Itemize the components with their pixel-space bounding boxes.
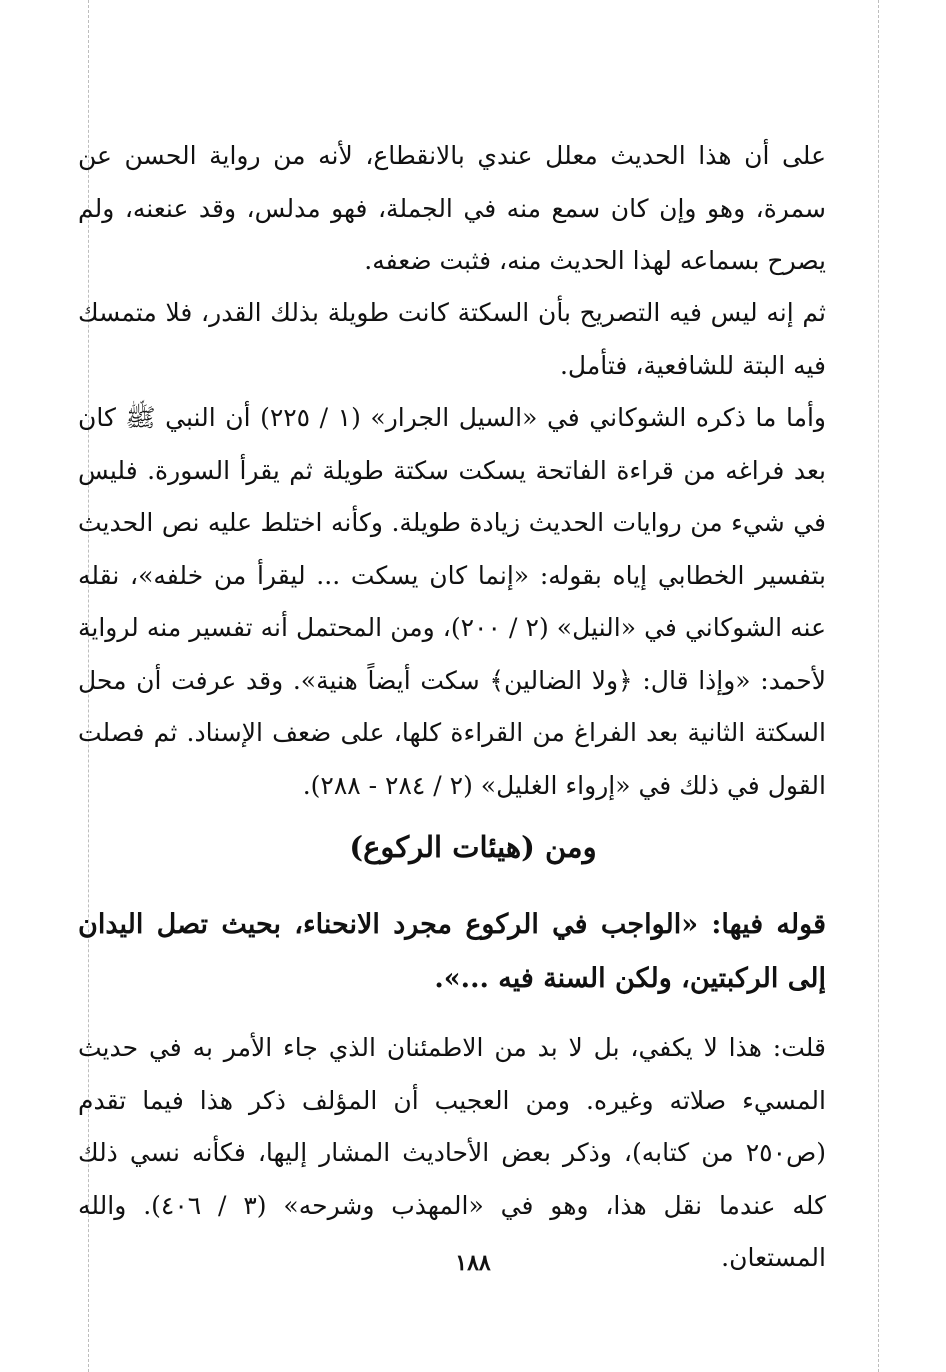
quoted-paragraph: قوله فيها: «الواجب في الركوع مجرد الانحناء، بحيث تصل اليدان إلى الركبتين، ولكن السنة فيه ...». xyxy=(78,909,826,994)
paragraph-5: قلت: هذا لا يكفي، بل لا بد من الاطمئنان الذي جاء الأمر به في حديث المسيء صلاته وغيره. ومن العجيب أن المؤلف ذكر هذا فيما تقدم (ص٢٥٠ من كتابه)، وذكر بعض الأحاديث المشار إليها، فكأنه نسي ذلك كله عندما نقل هذا، وهو في «المهذب وشرحه» (٣ / ٤٠٦). والله المستعان. xyxy=(78,1033,826,1272)
paragraph-1: على أن هذا الحديث معلل عندي بالانقطاع، لأنه من رواية الحسن عن سمرة، وهو وإن كان سمع منه في الجملة، فهو مدلس، وقد عنعنه، ولم يصرح بسماعه لهذا الحديث منه، فثبت ضعفه. xyxy=(78,141,826,275)
scan-margin-line-right xyxy=(878,0,879,1372)
page-number: ١٨٨ xyxy=(455,1250,491,1276)
paragraph-3: وأما ما ذكره الشوكاني في «السيل الجرار» (١ / ٢٢٥) أن النبي ﷺ كان بعد فراغه من قراءة الفاتحة يسكت سكتة طويلة ثم يقرأ السورة. فليس في شيء من روايات الحديث زيادة طويلة. وكأنه اختلط عليه نص الحديث بتفسير الخطابي إياه بقوله: «إنما كان يسكت ... ليقرأ من خلفه»، نقله عنه الشوكاني في «النيل» (٢ / ٢٠٠)، ومن المحتمل أنه تفسير منه لرواية لأحمد: «وإذا قال: ﴿ولا الضالين﴾ سكت أيضاً هنية». وقد عرفت أن محل السكتة الثانية بعد الفراغ من القراءة كلها، على ضعف الإسناد. ثم فصلت القول في ذلك في «إرواء الغليل» (٢ / ٢٨٤ - ٢٨٨). xyxy=(78,403,826,800)
paragraph-2: ثم إنه ليس فيه التصريح بأن السكتة كانت طويلة بذلك القدر، فلا متمسك فيه البتة للشافعية، فتأمل. xyxy=(78,298,826,380)
section-heading: ومن (هيئات الركوع) xyxy=(349,830,597,864)
